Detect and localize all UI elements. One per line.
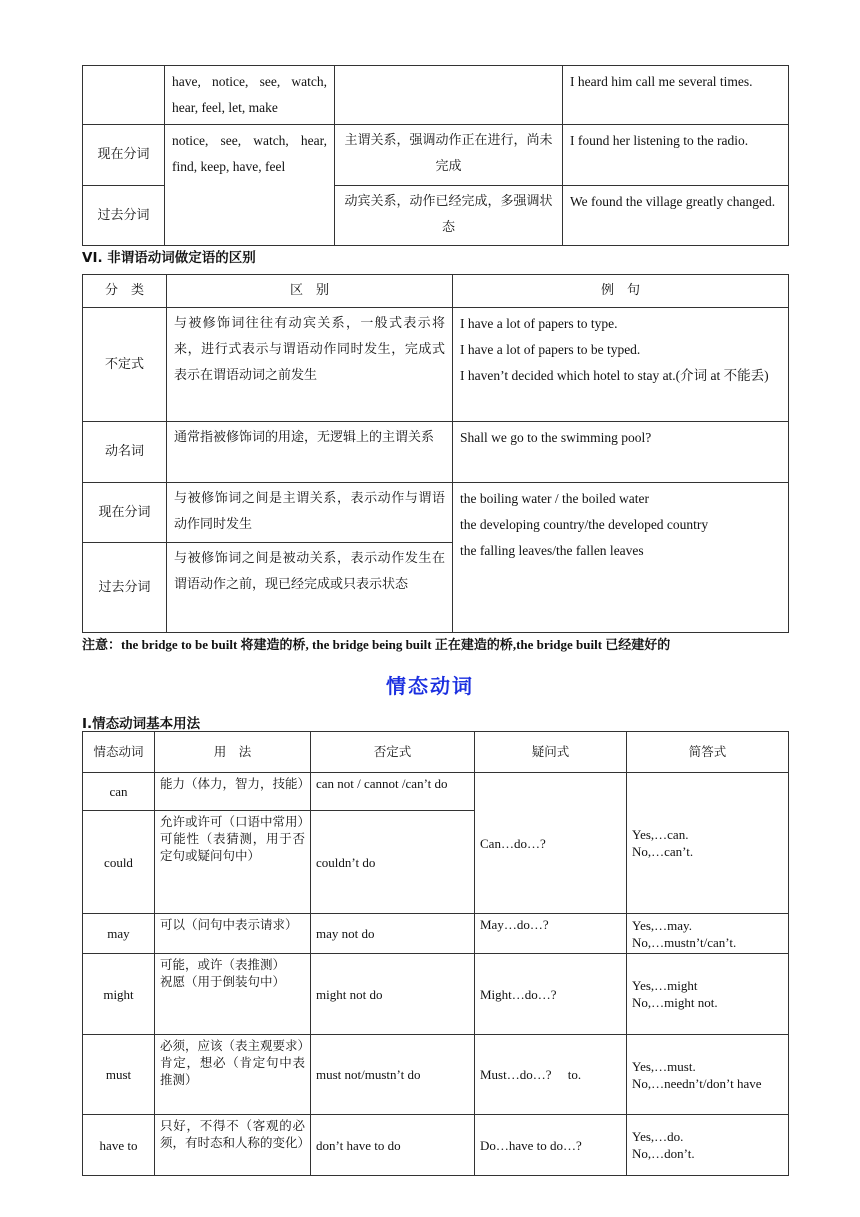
answer-line: Yes,…do.: [632, 1129, 684, 1144]
example-cell: I found her listening to the radio.: [563, 125, 789, 186]
answer-line: No,…can’t.: [632, 844, 694, 859]
question-cell: Can…do…?: [475, 773, 627, 914]
table-row: [83, 914, 789, 954]
negative-cell: couldn’t do: [311, 811, 475, 914]
answer-line: No,…might not.: [632, 995, 718, 1010]
usage-cell: 只好，不得不（客观的必须，有时态和人称的变化）: [155, 1115, 311, 1176]
column-header: 疑问式: [475, 732, 627, 773]
relation-cell: 动宾关系，动作已经完成，多强调状态: [335, 186, 563, 246]
table-row: [83, 773, 789, 811]
column-header: 情态动词: [83, 732, 155, 773]
answer-cell: [627, 914, 789, 954]
question-cell: Might…do…?: [475, 954, 627, 1035]
column-header: 分 类: [83, 275, 167, 308]
table-row: [83, 422, 789, 483]
column-header: 用 法: [155, 732, 311, 773]
usage-cell: 必须，应该（表主观要求） 肯定，想必（肯定句中表推测）: [155, 1035, 311, 1115]
column-header: 区 别: [167, 275, 453, 308]
example-sentence: I haven’t decided which hotel to stay at.(介词 at 不能丢): [460, 368, 769, 383]
table-row: [83, 66, 789, 125]
table-header-row: [83, 275, 789, 308]
negative-cell: must not/mustn’t do: [311, 1035, 475, 1115]
table-row: [83, 125, 789, 186]
example-sentence: the falling leaves/the fallen leaves: [460, 543, 644, 558]
modal-verbs-table: [82, 731, 789, 1176]
usage-cell: 可以（问句中表示请求）: [155, 914, 311, 954]
negative-cell: can not / cannot /can’t do: [311, 773, 475, 811]
examples-cell: [453, 483, 789, 633]
usage-cell: 允许或许可（口语中常用） 可能性（表猜测，用于否定句或疑问句中）: [155, 811, 311, 914]
modal-verb-cell: can: [83, 773, 155, 811]
table-header-row: [83, 732, 789, 773]
modal-verb-cell: could: [83, 811, 155, 914]
modal-verb-cell: might: [83, 954, 155, 1035]
category-cell: 现在分词: [83, 125, 165, 186]
answer-line: No,…don’t.: [632, 1146, 695, 1161]
modal-verb-cell: must: [83, 1035, 155, 1115]
negative-cell: might not do: [311, 954, 475, 1035]
participle-object-table: [82, 65, 789, 246]
example-sentence: the boiling water / the boiled water: [460, 491, 649, 506]
answer-cell: [627, 1035, 789, 1115]
category-cell: 过去分词: [83, 186, 165, 246]
difference-cell: 与被修饰词之间是被动关系，表示动作发生在谓语动作之前，现已经完成或只表示状态: [167, 543, 453, 633]
answer-line: Yes,…may.: [632, 917, 692, 933]
example-cell: I heard him call me several times.: [563, 66, 789, 125]
usage-cell: 可能，或许（表推测） 祝愿（用于倒装句中）: [155, 954, 311, 1035]
question-cell: Do…have to do…?: [475, 1115, 627, 1176]
table-row: [83, 1115, 789, 1176]
answer-line: Yes,…might: [632, 978, 698, 993]
answer-cell: [627, 1115, 789, 1176]
negative-cell: may not do: [311, 914, 475, 954]
difference-cell: 通常指被修饰词的用途，无逻辑上的主谓关系: [167, 422, 453, 483]
question-cell: Must…do…? to.: [475, 1035, 627, 1115]
example-sentence: the developing country/the developed country: [460, 517, 709, 532]
negative-cell: don’t have to do: [311, 1115, 475, 1176]
answer-line: Yes,…can.: [632, 827, 689, 842]
type-cell: 过去分词: [83, 543, 167, 633]
column-header: 简答式: [627, 732, 789, 773]
column-header: 例 句: [453, 275, 789, 308]
type-cell: 不定式: [83, 308, 167, 422]
difference-cell: 与被修饰词往往有动宾关系，一般式表示将来，进行式表示与谓语动作同时发生，完成式表示在谓语动词之前发生: [167, 308, 453, 422]
examples-cell: [453, 308, 789, 422]
table-row: [83, 308, 789, 422]
relation-cell: [335, 66, 563, 125]
example-cell: We found the village greatly changed.: [563, 186, 789, 246]
category-cell: [83, 66, 165, 125]
examples-cell: [453, 422, 789, 483]
relation-cell: 主谓关系，强调动作正在进行，尚未完成: [335, 125, 563, 186]
type-cell: 动名词: [83, 422, 167, 483]
table-row: [83, 1035, 789, 1115]
modal-verb-cell: have to: [83, 1115, 155, 1176]
answer-line: No,…mustn’t/can’t.: [632, 934, 737, 950]
table-row: [83, 483, 789, 543]
usage-cell: 能力（体力，智力，技能）: [155, 773, 311, 811]
example-sentence: Shall we go to the swimming pool?: [460, 430, 652, 445]
answer-cell: [627, 773, 789, 914]
example-sentence: I have a lot of papers to be typed.: [460, 342, 641, 357]
answer-line: Yes,…must.: [632, 1058, 696, 1074]
table-row: [83, 954, 789, 1035]
section-heading: VI. 非谓语动词做定语的区别: [82, 250, 256, 266]
type-cell: 现在分词: [83, 483, 167, 543]
question-cell: May…do…?: [475, 914, 627, 954]
verbs-cell: have, notice, see, watch, hear, feel, let, make: [165, 66, 335, 125]
verbs-cell: notice, see, watch, hear, find, keep, have, feel: [165, 125, 335, 246]
modal-verb-cell: may: [83, 914, 155, 954]
column-header: 否定式: [311, 732, 475, 773]
answer-line: No,…needn’t/don’t have: [632, 1075, 762, 1091]
answer-cell: [627, 954, 789, 1035]
attributive-comparison-table: [82, 274, 789, 633]
section-title: 情态动词: [386, 674, 474, 698]
section-heading: I.情态动词基本用法: [82, 716, 201, 732]
note-text: 注意：the bridge to be built 将建造的桥, the bridge being built 正在建造的桥,the bridge built 已经建好的: [82, 637, 671, 652]
difference-cell: 与被修饰词之间是主谓关系，表示动作与谓语动作同时发生: [167, 483, 453, 543]
example-sentence: I have a lot of papers to type.: [460, 316, 618, 331]
